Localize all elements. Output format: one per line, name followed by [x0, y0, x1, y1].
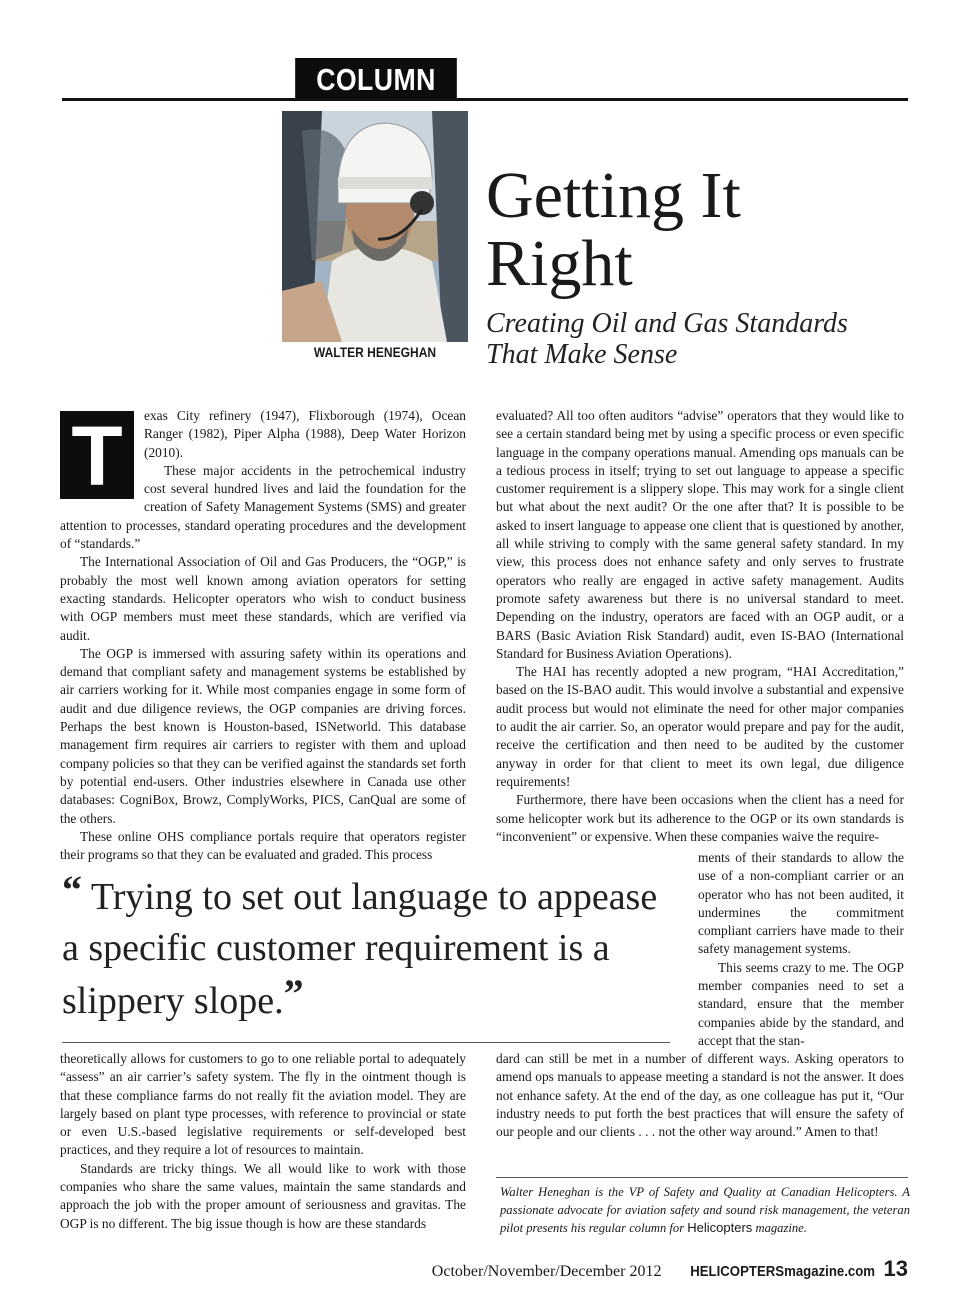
body-column-3	[60, 1050, 466, 1233]
paragraph: The International Association of Oil and Gas Producers, the “OGP,” is probably the most well known among aviation operators for setting exacting standards. Helicopter operators who wish to conduct business with OGP members must meet these standards, which are verified via audit.	[60, 554, 466, 643]
author-bio-text: Walter Heneghan is the VP of Safety and Quality at Canadian Helicopters. A passionate advocate for aviation safety and sound risk management, the veteran pilot presents his regular column for	[500, 1185, 910, 1235]
author-bio-magazine: Helicopters	[687, 1220, 753, 1235]
paragraph: This seems crazy to me. The OGP member companies need to set a standard, ensure that the member companies abide by the standard, and accept that the stan-	[698, 959, 904, 1048]
body-column-2	[496, 407, 904, 846]
author-photo-illustration	[282, 111, 468, 342]
footer-site[interactable]: HELICOPTERSmagazine.com	[690, 1263, 876, 1280]
body-column-2-wrap	[698, 849, 904, 1050]
paragraph: ments of their standards to allow the use of a non-compliant carrier or an operator who has not been audited, it undermines the commitment compliant carriers have made to their safety management systems.	[698, 850, 904, 957]
page-number: 13	[883, 1256, 908, 1281]
author-bio	[500, 1183, 910, 1237]
section-label: COLUMN	[295, 58, 457, 100]
page-footer	[430, 1256, 908, 1282]
footer-date: October/November/December 2012	[431, 1263, 662, 1280]
pull-quote	[62, 867, 682, 1027]
paragraph: These online OHS compliance portals require that operators register their programs so that they can be evaluated and graded. This process	[60, 828, 466, 863]
paragraph: Furthermore, there have been occasions when the client has a need for some helicopter work but its adherence to the OGP or its own standards is “inconvenient” or expensive. When these companies waive the require-	[496, 792, 904, 844]
pull-quote-text: Trying to set out language to appease a specific customer requirement is a slippery slope.	[62, 876, 658, 1022]
pull-quote-rule	[62, 1042, 670, 1043]
author-byline: WALTER HENEGHAN	[313, 344, 437, 360]
paragraph: The HAI has recently adopted a new program, “HAI Accreditation,” based on the IS-BAO audit. This would involve a substantial and expensive audit process but would not eliminate the need for other major companies to audit the air carrier. So, an operator would prepare and pay for the audit, receive the certification and then need to be audited by the customer anyway in order for that client to meet its own legal, due diligence requirements!	[496, 664, 904, 789]
author-photo	[282, 111, 468, 342]
body-column-1	[60, 407, 466, 864]
paragraph: exas City refinery (1947), Flixborough (1974), Ocean Ranger (1982), Piper Alpha (1988), Deep Water Horizon (2010).	[144, 408, 466, 460]
paragraph: The OGP is immersed with assuring safety within its operations and demand that compliant safety and management systems be established by air carriers working for it. While most companies engage in some form of audit and due diligence reviews, the OGP companies are driving forces. Perhaps the best known is Houston-based, ISNetworld. This database management firm requires air carriers to register with them and upload company policies so that they can be verified against the standards set forth by potential end-users. Other industries elsewhere in Canada use other databases: CogniBox, Browz, ComplyWorks, PICS, CanQual are some of the others.	[60, 645, 466, 826]
paragraph: dard can still be met in a number of different ways. Asking operators to amend ops manuals to appease meeting a standard is not the answer. It does not enhance safety. At the end of the day, as one colleague has put it, “Our industry needs to put forth the best practices that will ensure the safety of our people and our clients . . . not the other way around.” Amen to that!	[496, 1051, 904, 1140]
article-subtitle-line-1: Creating Oil and Gas Standards	[486, 308, 848, 339]
body-column-4	[496, 1050, 904, 1141]
close-quote-mark: ”	[283, 971, 304, 1016]
open-quote-mark: “	[62, 867, 82, 912]
bio-rule	[496, 1177, 908, 1178]
paragraph: evaluated? All too often auditors “advise” operators that they would like to see a certain standard being met by using a specific process or even specific language in the company operations manual. Amending ops manuals can be a tedious process in itself; trying to set out language to appease a specific customer requirement is a slippery slope. This may work for a single client but what about the next audit? Or the one after that? It is possible to be asked to insert language to appease one client that is questioned by another, all while striving to comply with the same general safety standard. In my view, this process does not enhance safety and only serves to frustrate operators who really are engaged in active safety management. Audits promote safety awareness but there is no universal standard to meet. Depending on the industry, operators are faced with an OGP audit, or a BARS (Basic Aviation Risk Standard) audit, even IS-BAO (International Standard for Business Aviation Operations).	[496, 408, 904, 661]
paragraph: Standards are tricky things. We all would like to work with those companies who share the same values, maintain the same standards and approach the job with the proper amount of seriousness and gravitas. The OGP is no different. The big issue though is how are these standards	[60, 1160, 466, 1231]
author-bio-tail: magazine.	[755, 1221, 807, 1235]
article-title-line-1: Getting It	[486, 159, 741, 232]
article-title	[486, 159, 906, 300]
article-subtitle-line-2: That Make Sense	[486, 339, 678, 370]
article-title-line-2: Right	[486, 227, 633, 300]
drop-cap: T	[60, 411, 134, 499]
paragraph: theoretically allows for customers to go to one reliable portal to adequately “assess” an air carrier’s safety system. The fly in the ointment though is that these compliance farms do not really fit the aviation model. They are largely based on plant type processes, with reference to provincial or state or even U.S.-based legislative requirements or self-developed best practices, and they require a lot of resources to maintain.	[60, 1051, 466, 1158]
article-subtitle	[486, 308, 906, 370]
paragraph: These major accidents in the petrochemical industry cost several hundred lives and laid the foundation for the creation of Safety Management Systems (SMS) and greater attention to processes, standard operating procedures and the development of “standards.”	[60, 462, 466, 552]
header-rule	[62, 98, 908, 101]
